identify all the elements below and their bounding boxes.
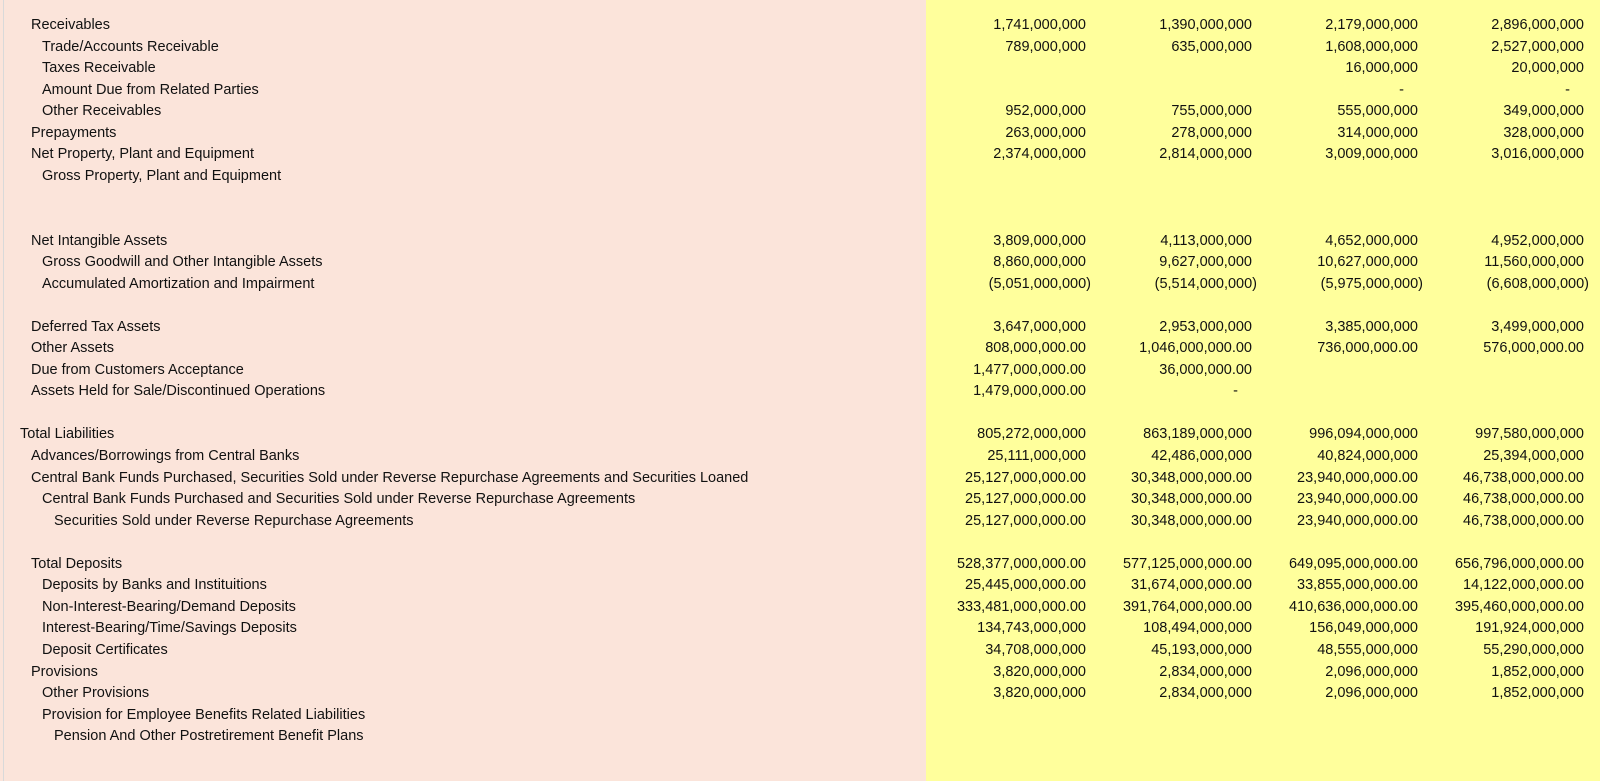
value-cell[interactable]: 2,814,000,000 — [1159, 146, 1252, 163]
value-cell[interactable] — [1092, 186, 1252, 208]
value-cell[interactable]: (5,975,000,000) — [1320, 275, 1423, 292]
value-cell[interactable]: 2,096,000,000 — [1325, 663, 1418, 680]
value-cell[interactable]: 314,000,000 — [1337, 124, 1418, 141]
table-row — [0, 380, 1600, 402]
value-cell[interactable]: 3,499,000,000 — [1491, 318, 1584, 335]
table-row — [0, 316, 1600, 338]
value-cell[interactable]: 635,000,000 — [1171, 38, 1252, 55]
table-row — [0, 186, 1600, 208]
row-label[interactable]: Net Property, Plant and Equipment — [31, 146, 254, 163]
table-row — [0, 596, 1600, 618]
value-cell[interactable]: 25,127,000,000.00 — [965, 512, 1086, 529]
value-cell[interactable]: 11,560,000,000 — [1484, 254, 1584, 271]
value-cell[interactable]: 3,647,000,000 — [993, 318, 1086, 335]
value-cell[interactable]: 25,127,000,000.00 — [965, 491, 1086, 508]
value-cell[interactable] — [1258, 380, 1418, 402]
row-label[interactable]: Provisions — [31, 663, 98, 680]
value-cell[interactable]: 1,390,000,000 — [1159, 17, 1252, 33]
value-cell[interactable]: 46,738,000,000.00 — [1463, 491, 1584, 508]
value-cell[interactable]: (5,514,000,000) — [1154, 275, 1257, 292]
value-cell[interactable] — [1258, 165, 1418, 187]
value-cell[interactable]: (6,608,000,000) — [1486, 275, 1589, 292]
value-cell[interactable]: 349,000,000 — [1503, 103, 1584, 120]
row-label[interactable]: Other Receivables — [42, 103, 162, 120]
value-cell[interactable]: 996,094,000,000 — [1309, 426, 1418, 443]
table-row — [0, 208, 1600, 230]
row-label[interactable]: Accumulated Amortization and Impairment — [42, 275, 315, 292]
value-cell[interactable]: 863,189,000,000 — [1143, 426, 1252, 443]
value-cell[interactable] — [926, 79, 1086, 101]
row-label[interactable]: Securities Sold under Reverse Repurchase Agreements — [54, 512, 414, 529]
row-label[interactable]: Deposit Certificates — [42, 641, 168, 658]
value-cell[interactable]: 108,494,000,000 — [1143, 620, 1252, 637]
value-cell[interactable] — [926, 725, 1086, 747]
value-cell[interactable]: 16,000,000 — [1345, 60, 1418, 77]
value-cell[interactable]: 46,738,000,000.00 — [1463, 512, 1584, 529]
table-row — [0, 423, 1600, 445]
value-cell[interactable] — [1092, 208, 1252, 230]
value-cell[interactable]: 1,477,000,000.00 — [973, 361, 1086, 378]
value-cell[interactable]: 9,627,000,000 — [1159, 254, 1252, 271]
value-cell[interactable]: 528,377,000,000.00 — [956, 555, 1086, 572]
value-cell[interactable] — [926, 165, 1086, 187]
table-row — [0, 488, 1600, 510]
table-row — [0, 704, 1600, 726]
value-cell[interactable]: 36,000,000.00 — [1159, 361, 1252, 378]
row-label[interactable]: Amount Due from Related Parties — [42, 81, 259, 98]
value-cell[interactable]: 755,000,000 — [1171, 103, 1252, 120]
value-cell[interactable]: 656,796,000,000.00 — [1454, 555, 1584, 572]
value-cell[interactable]: 10,627,000,000 — [1317, 254, 1418, 271]
value-cell[interactable]: 4,113,000,000 — [1160, 232, 1252, 249]
row-label[interactable]: Other Assets — [31, 340, 115, 357]
table-row — [0, 510, 1600, 532]
value-cell[interactable]: 333,481,000,000.00 — [956, 598, 1086, 615]
table-row — [0, 165, 1600, 187]
value-cell[interactable]: - — [1233, 383, 1238, 400]
value-cell[interactable] — [1258, 402, 1418, 424]
value-cell[interactable]: - — [1399, 81, 1404, 98]
value-cell[interactable] — [1092, 79, 1252, 101]
value-cell[interactable]: 46,738,000,000.00 — [1463, 469, 1584, 486]
value-cell[interactable] — [1424, 531, 1584, 553]
value-cell[interactable] — [1424, 725, 1584, 747]
value-cell[interactable] — [1258, 704, 1418, 726]
value-cell[interactable] — [1092, 165, 1252, 187]
table-row — [0, 230, 1600, 252]
value-cell[interactable] — [1258, 359, 1418, 381]
value-cell[interactable] — [926, 531, 1086, 553]
value-cell[interactable]: 1,046,000,000.00 — [1139, 340, 1252, 357]
row-label[interactable]: Deferred Tax Assets — [31, 318, 161, 335]
table-row — [0, 661, 1600, 683]
row-label[interactable]: Gross Goodwill and Other Intangible Assets — [42, 254, 323, 271]
row-label[interactable]: Interest-Bearing/Time/Savings Deposits — [42, 620, 297, 637]
table-row — [0, 14, 1600, 36]
row-label[interactable]: Assets Held for Sale/Discontinued Operations — [31, 383, 326, 400]
table-row — [0, 402, 1600, 424]
value-cell[interactable] — [1258, 186, 1418, 208]
value-cell[interactable] — [926, 294, 1086, 316]
value-cell[interactable]: 2,179,000,000 — [1325, 17, 1418, 33]
table-row — [0, 359, 1600, 381]
table-row — [0, 57, 1600, 79]
value-cell[interactable]: 3,385,000,000 — [1325, 318, 1418, 335]
value-cell[interactable]: 3,809,000,000 — [993, 232, 1086, 249]
table-row — [0, 143, 1600, 165]
value-cell[interactable]: 30,348,000,000.00 — [1131, 512, 1252, 529]
value-cell[interactable]: 3,820,000,000 — [993, 685, 1086, 702]
value-cell[interactable] — [1258, 294, 1418, 316]
value-cell[interactable]: 23,940,000,000.00 — [1297, 491, 1418, 508]
table-row — [0, 337, 1600, 359]
value-cell[interactable] — [1092, 704, 1252, 726]
row-label[interactable]: Trade/Accounts Receivable — [42, 38, 219, 55]
value-cell[interactable] — [1258, 531, 1418, 553]
value-cell[interactable]: - — [1565, 81, 1570, 98]
value-cell[interactable] — [1424, 704, 1584, 726]
value-cell[interactable]: 45,193,000,000 — [1151, 641, 1252, 658]
value-cell[interactable] — [1424, 208, 1584, 230]
value-cell[interactable]: 30,348,000,000.00 — [1131, 469, 1252, 486]
table-row — [0, 574, 1600, 596]
table-row — [0, 36, 1600, 58]
row-label[interactable]: Pension And Other Postretirement Benefit Plans — [54, 728, 364, 745]
value-cell[interactable]: 25,445,000,000.00 — [965, 577, 1086, 594]
value-cell[interactable]: 25,127,000,000.00 — [965, 469, 1086, 486]
value-cell[interactable]: 2,527,000,000 — [1491, 38, 1584, 55]
row-label[interactable]: Advances/Borrowings from Central Banks — [31, 448, 300, 464]
value-cell[interactable]: 410,636,000,000.00 — [1288, 598, 1418, 615]
value-cell[interactable]: 134,743,000,000 — [977, 620, 1086, 637]
value-cell[interactable]: 25,111,000,000 — [987, 448, 1086, 464]
table-row — [0, 617, 1600, 639]
table-row — [0, 467, 1600, 489]
table-row — [0, 273, 1600, 295]
table-row — [0, 294, 1600, 316]
value-cell[interactable]: 328,000,000 — [1503, 124, 1584, 141]
value-cell[interactable]: 263,000,000 — [1005, 124, 1086, 141]
value-cell[interactable]: 4,952,000,000 — [1491, 232, 1584, 249]
value-cell[interactable]: 191,924,000,000 — [1475, 620, 1584, 637]
value-cell[interactable]: 1,479,000,000.00 — [973, 383, 1086, 400]
value-cell[interactable]: (5,051,000,000) — [988, 275, 1091, 292]
value-cell[interactable] — [1424, 294, 1584, 316]
value-cell[interactable]: 278,000,000 — [1171, 124, 1252, 141]
value-cell[interactable]: 42,486,000,000 — [1151, 448, 1252, 464]
value-cell[interactable] — [1258, 725, 1418, 747]
value-cell[interactable]: 805,272,000,000 — [977, 426, 1086, 443]
value-cell[interactable] — [926, 704, 1086, 726]
value-cell[interactable] — [1092, 402, 1252, 424]
table-row — [0, 100, 1600, 122]
value-cell[interactable]: 1,741,000,000 — [993, 17, 1086, 33]
value-cell[interactable]: 736,000,000.00 — [1317, 340, 1418, 357]
value-cell[interactable]: 4,652,000,000 — [1325, 232, 1418, 249]
row-label[interactable]: Prepayments — [31, 124, 117, 141]
value-cell[interactable]: 391,764,000,000.00 — [1122, 598, 1252, 615]
value-cell[interactable] — [1424, 165, 1584, 187]
value-cell[interactable]: 1,852,000,000 — [1491, 685, 1584, 702]
value-cell[interactable]: 30,348,000,000.00 — [1131, 491, 1252, 508]
row-label[interactable]: Other Provisions — [42, 685, 150, 702]
table-row — [0, 553, 1600, 575]
value-cell[interactable] — [1092, 725, 1252, 747]
value-cell[interactable]: 395,460,000,000.00 — [1454, 598, 1584, 615]
value-cell[interactable]: 997,580,000,000 — [1475, 426, 1584, 443]
table-row — [0, 531, 1600, 553]
value-cell[interactable]: 55,290,000,000 — [1483, 641, 1584, 658]
table-row — [0, 725, 1600, 747]
value-cell[interactable] — [1092, 57, 1252, 79]
value-cell[interactable]: 156,049,000,000 — [1309, 620, 1418, 637]
value-cell[interactable]: 649,095,000,000.00 — [1288, 555, 1418, 572]
value-cell[interactable]: 1,852,000,000 — [1491, 663, 1584, 680]
table-row — [0, 445, 1600, 467]
row-label[interactable]: Total Deposits — [31, 555, 123, 572]
table-row — [0, 251, 1600, 273]
value-cell[interactable] — [926, 208, 1086, 230]
value-cell[interactable]: 20,000,000 — [1511, 60, 1584, 77]
value-cell[interactable]: 2,896,000,000 — [1491, 17, 1584, 33]
value-cell[interactable]: 2,834,000,000 — [1159, 685, 1252, 702]
row-label[interactable]: Central Bank Funds Purchased, Securities Sold under Reverse Repurchase Agreements and Securities Loaned — [31, 469, 749, 486]
row-label[interactable]: Net Intangible Assets — [31, 232, 168, 249]
value-cell[interactable]: 576,000,000.00 — [1483, 340, 1584, 357]
value-cell[interactable] — [926, 57, 1086, 79]
value-cell[interactable]: 555,000,000 — [1337, 103, 1418, 120]
value-cell[interactable]: 8,860,000,000 — [993, 254, 1086, 271]
value-cell[interactable] — [1258, 208, 1418, 230]
row-label[interactable]: Receivables — [31, 17, 110, 33]
row-label[interactable]: Taxes Receivable — [42, 60, 156, 77]
value-cell[interactable]: 2,374,000,000 — [993, 146, 1086, 163]
value-cell[interactable] — [1424, 186, 1584, 208]
value-cell[interactable]: 25,394,000,000 — [1483, 448, 1584, 464]
row-label[interactable]: Non-Interest-Bearing/Demand Deposits — [42, 598, 296, 615]
row-label[interactable]: Due from Customers Acceptance — [31, 361, 244, 378]
value-cell[interactable]: 808,000,000.00 — [985, 340, 1086, 357]
value-cell[interactable]: 2,953,000,000 — [1159, 318, 1252, 335]
value-cell[interactable]: 1,608,000,000 — [1325, 38, 1418, 55]
value-cell[interactable]: 33,855,000,000.00 — [1297, 577, 1418, 594]
value-cell[interactable]: 2,096,000,000 — [1325, 685, 1418, 702]
value-cell[interactable] — [926, 186, 1086, 208]
value-cell[interactable] — [1424, 380, 1584, 402]
table-row — [0, 122, 1600, 144]
value-cell[interactable]: 2,834,000,000 — [1159, 663, 1252, 680]
table-row — [0, 79, 1600, 101]
row-label[interactable]: Total Liabilities — [20, 426, 115, 443]
value-cell[interactable] — [926, 402, 1086, 424]
value-cell[interactable]: 31,674,000,000.00 — [1131, 577, 1252, 594]
value-cell[interactable]: 34,708,000,000 — [985, 641, 1086, 658]
value-cell[interactable]: 3,820,000,000 — [993, 663, 1086, 680]
value-cell[interactable]: 40,824,000,000 — [1317, 448, 1418, 464]
value-cell[interactable]: 952,000,000 — [1005, 103, 1086, 120]
value-cell[interactable] — [1424, 359, 1584, 381]
value-cell[interactable]: 789,000,000 — [1005, 38, 1086, 55]
value-cell[interactable]: 14,122,000,000.00 — [1463, 577, 1584, 594]
value-cell[interactable]: 577,125,000,000.00 — [1122, 555, 1252, 572]
value-cell[interactable]: 48,555,000,000 — [1317, 641, 1418, 658]
value-cell[interactable] — [1092, 531, 1252, 553]
table-row — [0, 639, 1600, 661]
value-cell[interactable] — [1092, 294, 1252, 316]
row-label[interactable]: Deposits by Banks and Instituitions — [42, 577, 267, 594]
value-cell[interactable] — [1424, 402, 1584, 424]
row-label[interactable]: Provision for Employee Benefits Related Liabilities — [42, 706, 366, 723]
table-row — [0, 682, 1600, 704]
value-cell[interactable]: 3,016,000,000 — [1491, 146, 1584, 163]
value-cell[interactable]: 3,009,000,000 — [1325, 146, 1418, 163]
value-cell[interactable]: 23,940,000,000.00 — [1297, 469, 1418, 486]
value-cell[interactable]: 23,940,000,000.00 — [1297, 512, 1418, 529]
row-label[interactable]: Central Bank Funds Purchased and Securities Sold under Reverse Repurchase Agreements — [42, 491, 636, 508]
row-label[interactable]: Gross Property, Plant and Equipment — [42, 167, 282, 184]
